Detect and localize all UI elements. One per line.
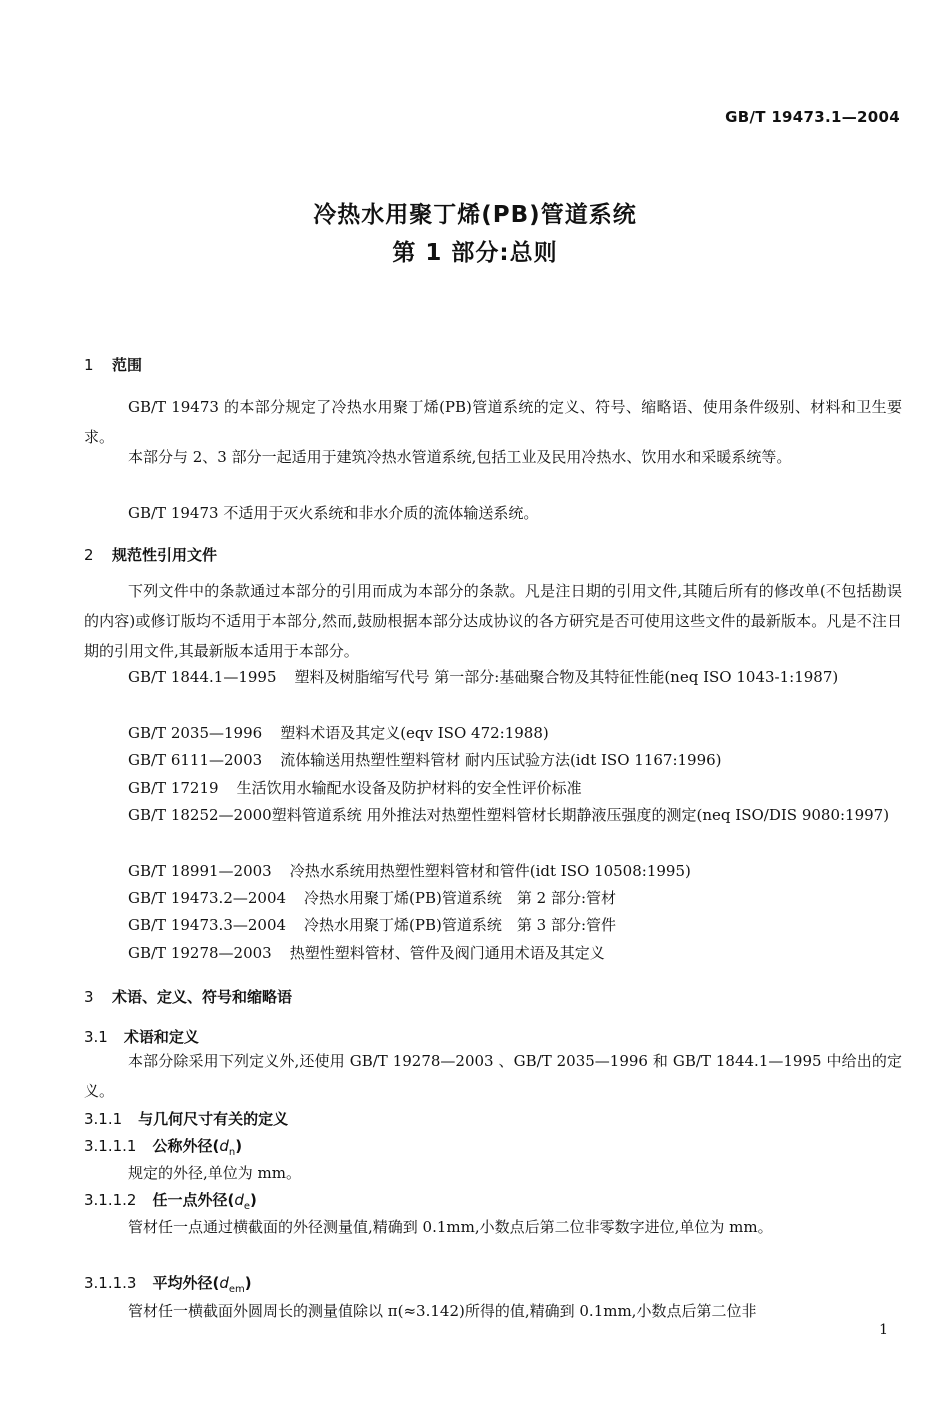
reference-code: GB/T 19473.3—2004 — [128, 916, 287, 934]
term-close: ) — [250, 1191, 257, 1209]
reference-title: 冷热水用聚丁烯(PB)管道系统 第 2 部分:管材 — [304, 889, 617, 907]
term-title: 任一点外径( — [152, 1191, 235, 1209]
term-definition: 管材任一横截面外圆周长的测量值除以 π(≈3.142)所得的值,精确到 0.1mm,小数点后第二位非 — [128, 1302, 757, 1320]
reference-code: GB/T 17219 — [128, 779, 219, 797]
term-symbol-subscript: em — [228, 1284, 245, 1295]
paragraph: 本部分除采用下列定义外,还使用 GB/T 19278—2003 、GB/T 2035—1996 和 GB/T 1844.1—1995 中给出的定义。 — [84, 1052, 902, 1100]
reference-code: GB/T 2035—1996 — [128, 724, 263, 742]
subsection-number: 3.1.1 — [84, 1110, 123, 1128]
reference-title: 流体输送用热塑性塑料管材 耐内压试验方法(idt ISO 1167:1996) — [280, 751, 722, 769]
title-main: 冷热水用聚丁烯(PB)管道系统 — [313, 202, 637, 228]
reference-code: GB/T 19278—2003 — [128, 944, 272, 962]
reference-item — [84, 938, 946, 968]
section-number: 1 — [84, 356, 94, 374]
section-1-heading — [84, 350, 902, 380]
title-part: 第 1 部分:总则 — [392, 240, 558, 266]
reference-item — [84, 745, 946, 775]
term-close: ) — [235, 1137, 243, 1155]
paragraph: 本部分与 2、3 部分一起适用于建筑冷热水管道系统,包括工业及民用冷热水、饮用水和采暖系统等。 — [128, 448, 792, 466]
reference-title: 塑料管道系统 用外推法对热塑性塑料管材长期静液压强度的测定(neq ISO/DIS 9080:1997) — [271, 806, 890, 824]
term-symbol: d — [219, 1274, 229, 1292]
subsection-number: 3.1 — [84, 1028, 108, 1046]
document-title — [0, 196, 950, 272]
term-definition: 管材任一点通过横截面的外径测量值,精确到 0.1mm,小数点后第二位非零数字进位,单位为 mm。 — [128, 1218, 773, 1236]
reference-title: 塑料及树脂缩写代号 第一部分:基础聚合物及其特征性能(neq ISO 1043-1:1987) — [294, 668, 839, 686]
term-symbol-subscript: e — [243, 1201, 251, 1212]
term-title: 平均外径( — [152, 1274, 220, 1292]
reference-code: GB/T 6111—2003 — [128, 751, 263, 769]
reference-item — [84, 718, 946, 748]
reference-code: GB/T 1844.1—1995 — [128, 668, 277, 686]
reference-item — [84, 883, 946, 913]
reference-item — [84, 800, 902, 830]
term-title: 公称外径( — [152, 1137, 220, 1155]
term-number: 3.1.1.1 — [84, 1137, 137, 1155]
paragraph: GB/T 19473 的本部分规定了冷热水用聚丁烯(PB)管道系统的定义、符号、缩略语、使用条件级别、材料和卫生要求。 — [84, 398, 902, 446]
reference-item — [84, 773, 946, 803]
section-title: 术语、定义、符号和缩略语 — [112, 988, 293, 1006]
section-number: 3 — [84, 988, 94, 1006]
term-definition: 规定的外径,单位为 mm。 — [128, 1164, 301, 1182]
subsection-3-1-1-heading — [84, 1104, 902, 1134]
term-symbol: d — [219, 1137, 229, 1155]
section-3-heading — [84, 982, 902, 1012]
section-2-heading — [84, 540, 902, 570]
reference-title: 塑料术语及其定义(eqv ISO 472:1988) — [280, 724, 549, 742]
reference-code: GB/T 19473.2—2004 — [128, 889, 287, 907]
subsection-title: 术语和定义 — [123, 1028, 199, 1046]
term-close: ) — [244, 1274, 252, 1292]
reference-code: GB/T 18991—2003 — [128, 862, 272, 880]
term-symbol: d — [234, 1191, 244, 1209]
term-number: 3.1.1.2 — [84, 1191, 137, 1209]
reference-title: 生活饮用水输配水设备及防护材料的安全性评价标准 — [236, 779, 582, 797]
section-title: 范围 — [112, 356, 143, 374]
reference-title: 热塑性塑料管材、管件及阀门通用术语及其定义 — [289, 944, 605, 962]
page-number: 1 — [879, 1322, 888, 1338]
reference-item — [84, 856, 946, 886]
paragraph: GB/T 19473 不适用于灭火系统和非水介质的流体输送系统。 — [128, 504, 539, 522]
reference-title: 冷热水用聚丁烯(PB)管道系统 第 3 部分:管件 — [304, 916, 617, 934]
term-number: 3.1.1.3 — [84, 1274, 137, 1292]
subsection-title: 与几何尺寸有关的定义 — [138, 1110, 289, 1128]
section-title: 规范性引用文件 — [112, 546, 218, 564]
reference-code: GB/T 18252—2000 — [128, 806, 272, 824]
standard-number: GB/T 19473.1—2004 — [725, 108, 900, 126]
reference-title: 冷热水系统用热塑性塑料管材和管件(idt ISO 10508:1995) — [289, 862, 691, 880]
reference-item — [84, 910, 946, 940]
section-number: 2 — [84, 546, 94, 564]
paragraph: 下列文件中的条款通过本部分的引用而成为本部分的条款。凡是注日期的引用文件,其随后所有的修改单(不包括勘误的内容)或修订版均不适用于本部分,然而,鼓励根据本部分达成协议的各方研究是否可使用这些文件的最新版本。凡是不注日期的引用文件,其最新版本适用于本部分。 — [84, 582, 902, 660]
reference-item — [84, 662, 902, 692]
term-symbol-subscript: n — [228, 1147, 236, 1158]
